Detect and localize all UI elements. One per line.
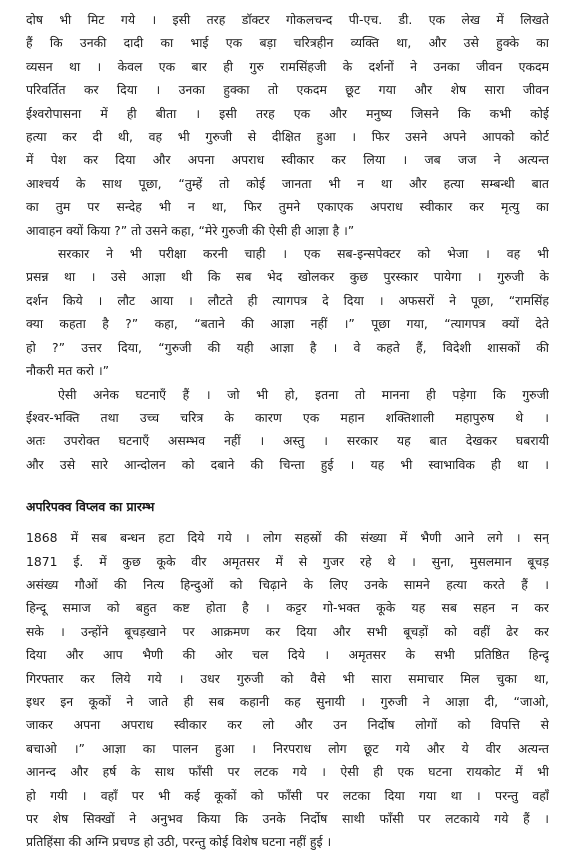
text-line: व्यसन था । केवल एक बार ही गुरु रामसिंहजी के दर्शनों ने उनका जीवन एकदम xyxy=(26,58,549,74)
text-line: हो ?” उत्तर दिया, “गुरुजी की यही आज्ञा है । वे कहते हैं, विदेशी शासकों की xyxy=(26,339,549,355)
text-line: हैं कि उनकी दादी का भाई एक बड़ा चरित्रहीन व्यक्ति था, और उसे हुक्के का xyxy=(26,35,549,51)
text-line: हो गयी । वहाँ पर भी कई कूकों को फाँसी पर लटका दिया गया था । परन्तु वहाँ xyxy=(26,787,549,803)
text-line: ऐसी अनेक घटनाएँ हैं । जो भी हो, इतना तो मानना ही पड़ेगा कि गुरुजी xyxy=(58,386,549,402)
text-line: नौकरी मत करो ।” xyxy=(26,363,110,379)
text-line: दिया और आप भैणी की ओर चल दिये । अमृतसर के सभी प्रतिष्ठित हिन्दू xyxy=(26,647,549,663)
text-line: 1871 ई. में कुछ कूके वीर अमृतसर में से गुजर रहे थे । सुना, मुसलमान बूचड़ xyxy=(26,553,549,569)
text-line: आनन्द और हर्ष के साथ फाँसी पर लटक गये । ऐसी ही एक घटना रायकोट में भी xyxy=(26,764,549,780)
text-line: पर शेष सिक्खों ने अनुभव किया कि उनके निर्दोष साथी फाँसी पर लटकाये गये हैं । xyxy=(26,811,549,826)
text-line: इधर इन कूकों ने जाते ही सब कहानी कह सुनायी । गुरुजी ने आज्ञा दी, “जाओ, xyxy=(26,693,549,709)
text-line: प्रसन्न था । उसे आज्ञा थी कि सब भेद खोलकर कुछ पुरस्कार पायेगा । गुरुजी के xyxy=(26,269,549,285)
paragraph-guru-influence xyxy=(26,8,549,242)
text-line: असंख्य गौओं की नित्य हिन्दुओं को चिढ़ाने के लिए उनके सामने हत्या करते हैं । xyxy=(26,576,549,592)
paragraph-revolt-beginning xyxy=(26,526,549,854)
text-line: दोष भी मिट गये । इसी तरह डॉक्टर गोकलचन्द पी-एच. डी. एक लेख में लिखते xyxy=(26,12,549,27)
text-line: सरकार ने भी परीक्षा करनी चाही । एक सब-इन्सपेक्टर को भेजा । वह भी xyxy=(58,246,549,262)
text-line: बचाओ ।” आज्ञा का पालन हुआ । निरपराध लोग छूट गये और ये वीर अत्यन्त xyxy=(26,740,549,756)
text-line: गिरफ्तार कर लिये गये । उधर गुरुजी को वैसे भी सारा समाचार मिल चुका था, xyxy=(26,670,549,686)
text-line: परिवर्तित कर दिया । उनका हुक्का तो एकदम छूट गया और शेष सारा जीवन xyxy=(26,82,549,98)
paragraph-sub-inspector xyxy=(26,242,549,382)
text-line: हिन्दू समाज को बहुत कष्ट होता है । कट्टर गो-भक्त कूके यह सब सहन न कर xyxy=(26,600,549,616)
text-line: जाकर अपना अपराध स्वीकार कर लो और उन निर्दोष लोगों को विपत्ति से xyxy=(26,717,549,733)
text-line: ईश्वरोपासना में ही बीता । इसी तरह एक और मनुष्य जिसने कि कभी कोई xyxy=(26,105,549,121)
section-heading: अपरिपक्व विप्लव का प्रारम्भ xyxy=(26,499,155,515)
text-line: और उसे सारे आन्दोलन को दबाने की चिन्ता हुई । यह भी स्वाभाविक ही था । xyxy=(26,456,549,472)
text-line: आवाहन क्यों किया ?” तो उसने कहा, “मेरे गुरुजी की ऐसी ही आज्ञा है ।” xyxy=(26,222,355,238)
text-line: आश्चर्य के साथ पूछा, “तुम्हें तो कोई जानता भी न था और हत्या सम्बन्धी बात xyxy=(26,175,549,191)
text-line: अतः उपरोक्त घटनाएँ असम्भव नहीं । अस्तु । सरकार यह बात देखकर घबरायी xyxy=(26,433,549,449)
text-line: में पेश कर दिया और अपना अपराध स्वीकार कर लिया । जब जज ने अत्यन्त xyxy=(26,152,549,168)
paragraph-conclusion xyxy=(26,383,549,477)
text-line: दर्शन किये । लौट आया । लौटते ही त्यागपत्र दे दिया । अफसरों ने पूछा, “रामसिंह xyxy=(26,292,549,308)
text-line: ईश्वर-भक्ति तथा उच्च चरित्र के कारण एक महान शक्तिशाली महापुरुष थे । xyxy=(26,409,549,425)
text-line: का तुम पर सन्देह भी न था, फिर तुमने एकाएक अपराध स्वीकार कर मृत्यु का xyxy=(26,199,549,215)
text-line: प्रतिहिंसा की अग्नि प्रचण्ड हो उठी, परन्तु कोई विशेष घटना नहीं हुई । xyxy=(26,834,332,850)
text-line: 1868 में सब बन्धन हटा दिये गये । लोग सहस्रों की संख्या में भैणी आने लगे । सन् xyxy=(26,530,549,546)
text-line: हत्या कर दी थी, वह भी गुरुजी से दीक्षित हुआ । फिर उसने अपने आपको कोर्ट xyxy=(26,129,549,145)
text-line: क्या कहता है ?” कहा, “बताने की आज्ञा नहीं ।” पूछा गया, “त्यागपत्र क्यों देते xyxy=(26,316,549,332)
text-line: सके । उन्होंने बूचड़खाने पर आक्रमण कर दिया और सभी बूचड़ों को वहीं ढेर कर xyxy=(26,623,549,639)
